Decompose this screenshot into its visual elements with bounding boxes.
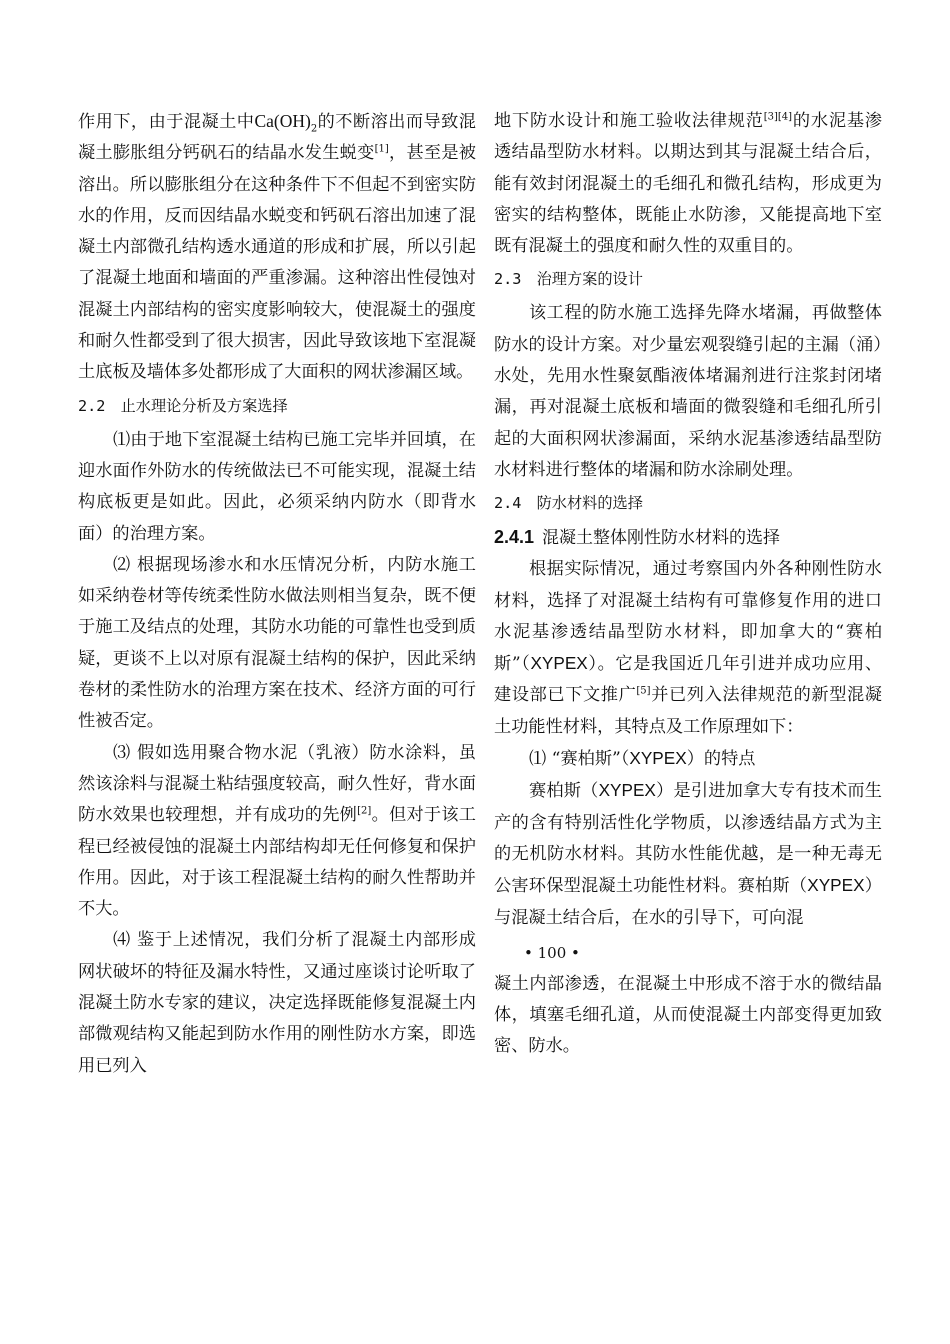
section-heading-2-4: 2.4 防水材料的选择	[494, 494, 643, 513]
right-column	[494, 106, 882, 1063]
brand-name: XYPEX	[629, 748, 687, 769]
paragraph-item-2: ⑵ 根据现场渗水和水压情况分析，内防水施工如采纳卷材等传统柔性防水做法则相当复杂，既不便于施工及结点的处理，其防水功能的可靠性也受到质疑，更谈不上以对原有混凝土结构的保护，因此采纳卷材的柔性防水的治理方案在技术、经济方面的可行性被否定。	[78, 554, 476, 732]
text-span: ）是引进加拿大专有技术而生产的含有特别活性化学物质，以渗透结晶方式为主的无机防水材料。其防水性能优越，是一种无毒无公害环保型混凝土功能性材料。赛柏斯（	[494, 781, 882, 897]
paragraph-design: 该工程的防水施工选择先降水堵漏，再做整体防水的设计方案。对少量宏观裂缝引起的主漏（涌）水处，先用水性聚氨酯液体堵漏剂进行注浆封闭堵漏，再对混凝土底板和墙面的微裂缝和毛细孔所引起的大面积网状渗漏面，采纳水泥基渗透结晶型防水材料进行整体的堵漏和防水涂刷处理。	[494, 303, 882, 480]
brand-name: XYPEX	[598, 780, 656, 801]
citation-ref: [1]	[374, 143, 389, 155]
text-span: 根据实际情况，通过考察国内外各种刚性防水材料，选择了对混凝土结构有可靠修复作用的进口水泥基渗透结晶型防水材料，即加拿大的“赛柏斯”（	[494, 559, 882, 675]
text-span: ）的特点	[686, 749, 756, 770]
section-heading-2-2: 2.2 止水理论分析及方案选择	[78, 396, 288, 415]
text-span: 作用下，由于混凝土中	[78, 112, 255, 132]
chemical-formula: Ca(OH)	[254, 111, 311, 131]
text-span: 地下防水设计和施工验收法律规范	[494, 111, 764, 131]
citation-ref: [5]	[636, 685, 651, 697]
paragraph-features	[494, 775, 882, 933]
text-span: 并已列入法律规范的新型混凝土功能性材料，其特点及工作原理如下：	[494, 685, 882, 737]
text-span: ）。它是我国近几年引进并成功应用、建设部已下文推广	[494, 654, 883, 706]
subsection-heading-2-4-1	[494, 522, 882, 554]
chemical-subscript: 2	[310, 123, 318, 135]
left-column	[78, 106, 476, 1082]
text-span: 。但对于该工程已经被侵蚀的混凝土内部结构却无任何修复和保护作用。因此，对于该工程混凝土结构的耐久性帮助并不大。	[78, 805, 476, 920]
paragraph-material-choice	[494, 554, 882, 743]
text-span: ⑴ “赛柏斯”（	[529, 749, 630, 770]
subsection-number: 2.4.1	[494, 527, 535, 548]
page-number: • 100 •	[524, 943, 580, 962]
text-span: ⑶ 假如选用聚合物水泥（乳液）防水涂料，虽然该涂料与混凝土粘结强度较高，耐久性好，背水面防水效果也较理想，并有成功的先例	[78, 742, 476, 826]
paragraph-continuation	[494, 106, 882, 262]
subsection-title: 混凝土整体刚性防水材料的选择	[542, 528, 781, 549]
paragraph-continuation	[78, 106, 476, 389]
paragraph-item-3	[78, 738, 476, 926]
citation-ref: [2]	[357, 805, 372, 817]
paragraph-item-4: ⑷ 鉴于上述情况，我们分析了混凝土内部形成网状破坏的特征及漏水特性，又通过座谈讨论听取了混凝土防水专家的建议，决定选择既能修复混凝土内部微观结构又能起到防水作用的刚性防水方案，即选用已列入	[78, 930, 476, 1076]
text-span: ，甚至是被溶出。所以膨胀组分在这种条件下不但起不到密实防水的作用，反而因结晶水蜕变和钙矾石溶出加速了混凝土内部微孔结构透水通道的形成和扩展，所以引起了混凝土地面和墙面的严重渗漏。这种溶出性侵蚀对混凝土内部结构的密实度影响较大，使混凝土的强度和耐久性都受到了很大损害，因此导致该地下室混凝土底板及墙体多处都形成了大面积的网状渗漏区域。	[78, 143, 476, 383]
text-span: 赛柏斯（	[529, 781, 599, 802]
paragraph-item-1: ⑴由于地下室混凝土结构已施工完毕并回填，在迎水面作外防水的传统做法已不可能实现，混凝土结构底板更是如此。因此，必须采纳内防水（即背水面）的治理方案。	[78, 429, 476, 544]
text-span: 的水泥基渗透结晶型防水材料。以期达到其与混凝土结合后，能有效封闭混凝土的毛细孔和微孔结构，形成更为密实的结构整体，既能止水防渗，又能提高地下室既有混凝土的强度和耐久性的双重目的。	[494, 111, 882, 257]
item-heading-features	[494, 743, 882, 775]
paragraph-continuation-end: 凝土内部渗透，在混凝土中形成不溶于水的微结晶体，填塞毛细孔道，从而使混凝土内部变得更加致密、防水。	[494, 973, 882, 1057]
text-span: ）与混凝土结合后，在水的引导下，可向混	[494, 876, 882, 928]
brand-name: XYPEX	[807, 875, 865, 896]
text-span: 的不断溶出而导致混凝土膨胀组分钙矾石的结晶水发生蜕变	[78, 112, 476, 164]
section-heading-2-3: 2.3 治理方案的设计	[494, 270, 643, 289]
brand-name: XYPEX	[530, 653, 588, 674]
citation-ref: [3][4]	[763, 111, 793, 123]
